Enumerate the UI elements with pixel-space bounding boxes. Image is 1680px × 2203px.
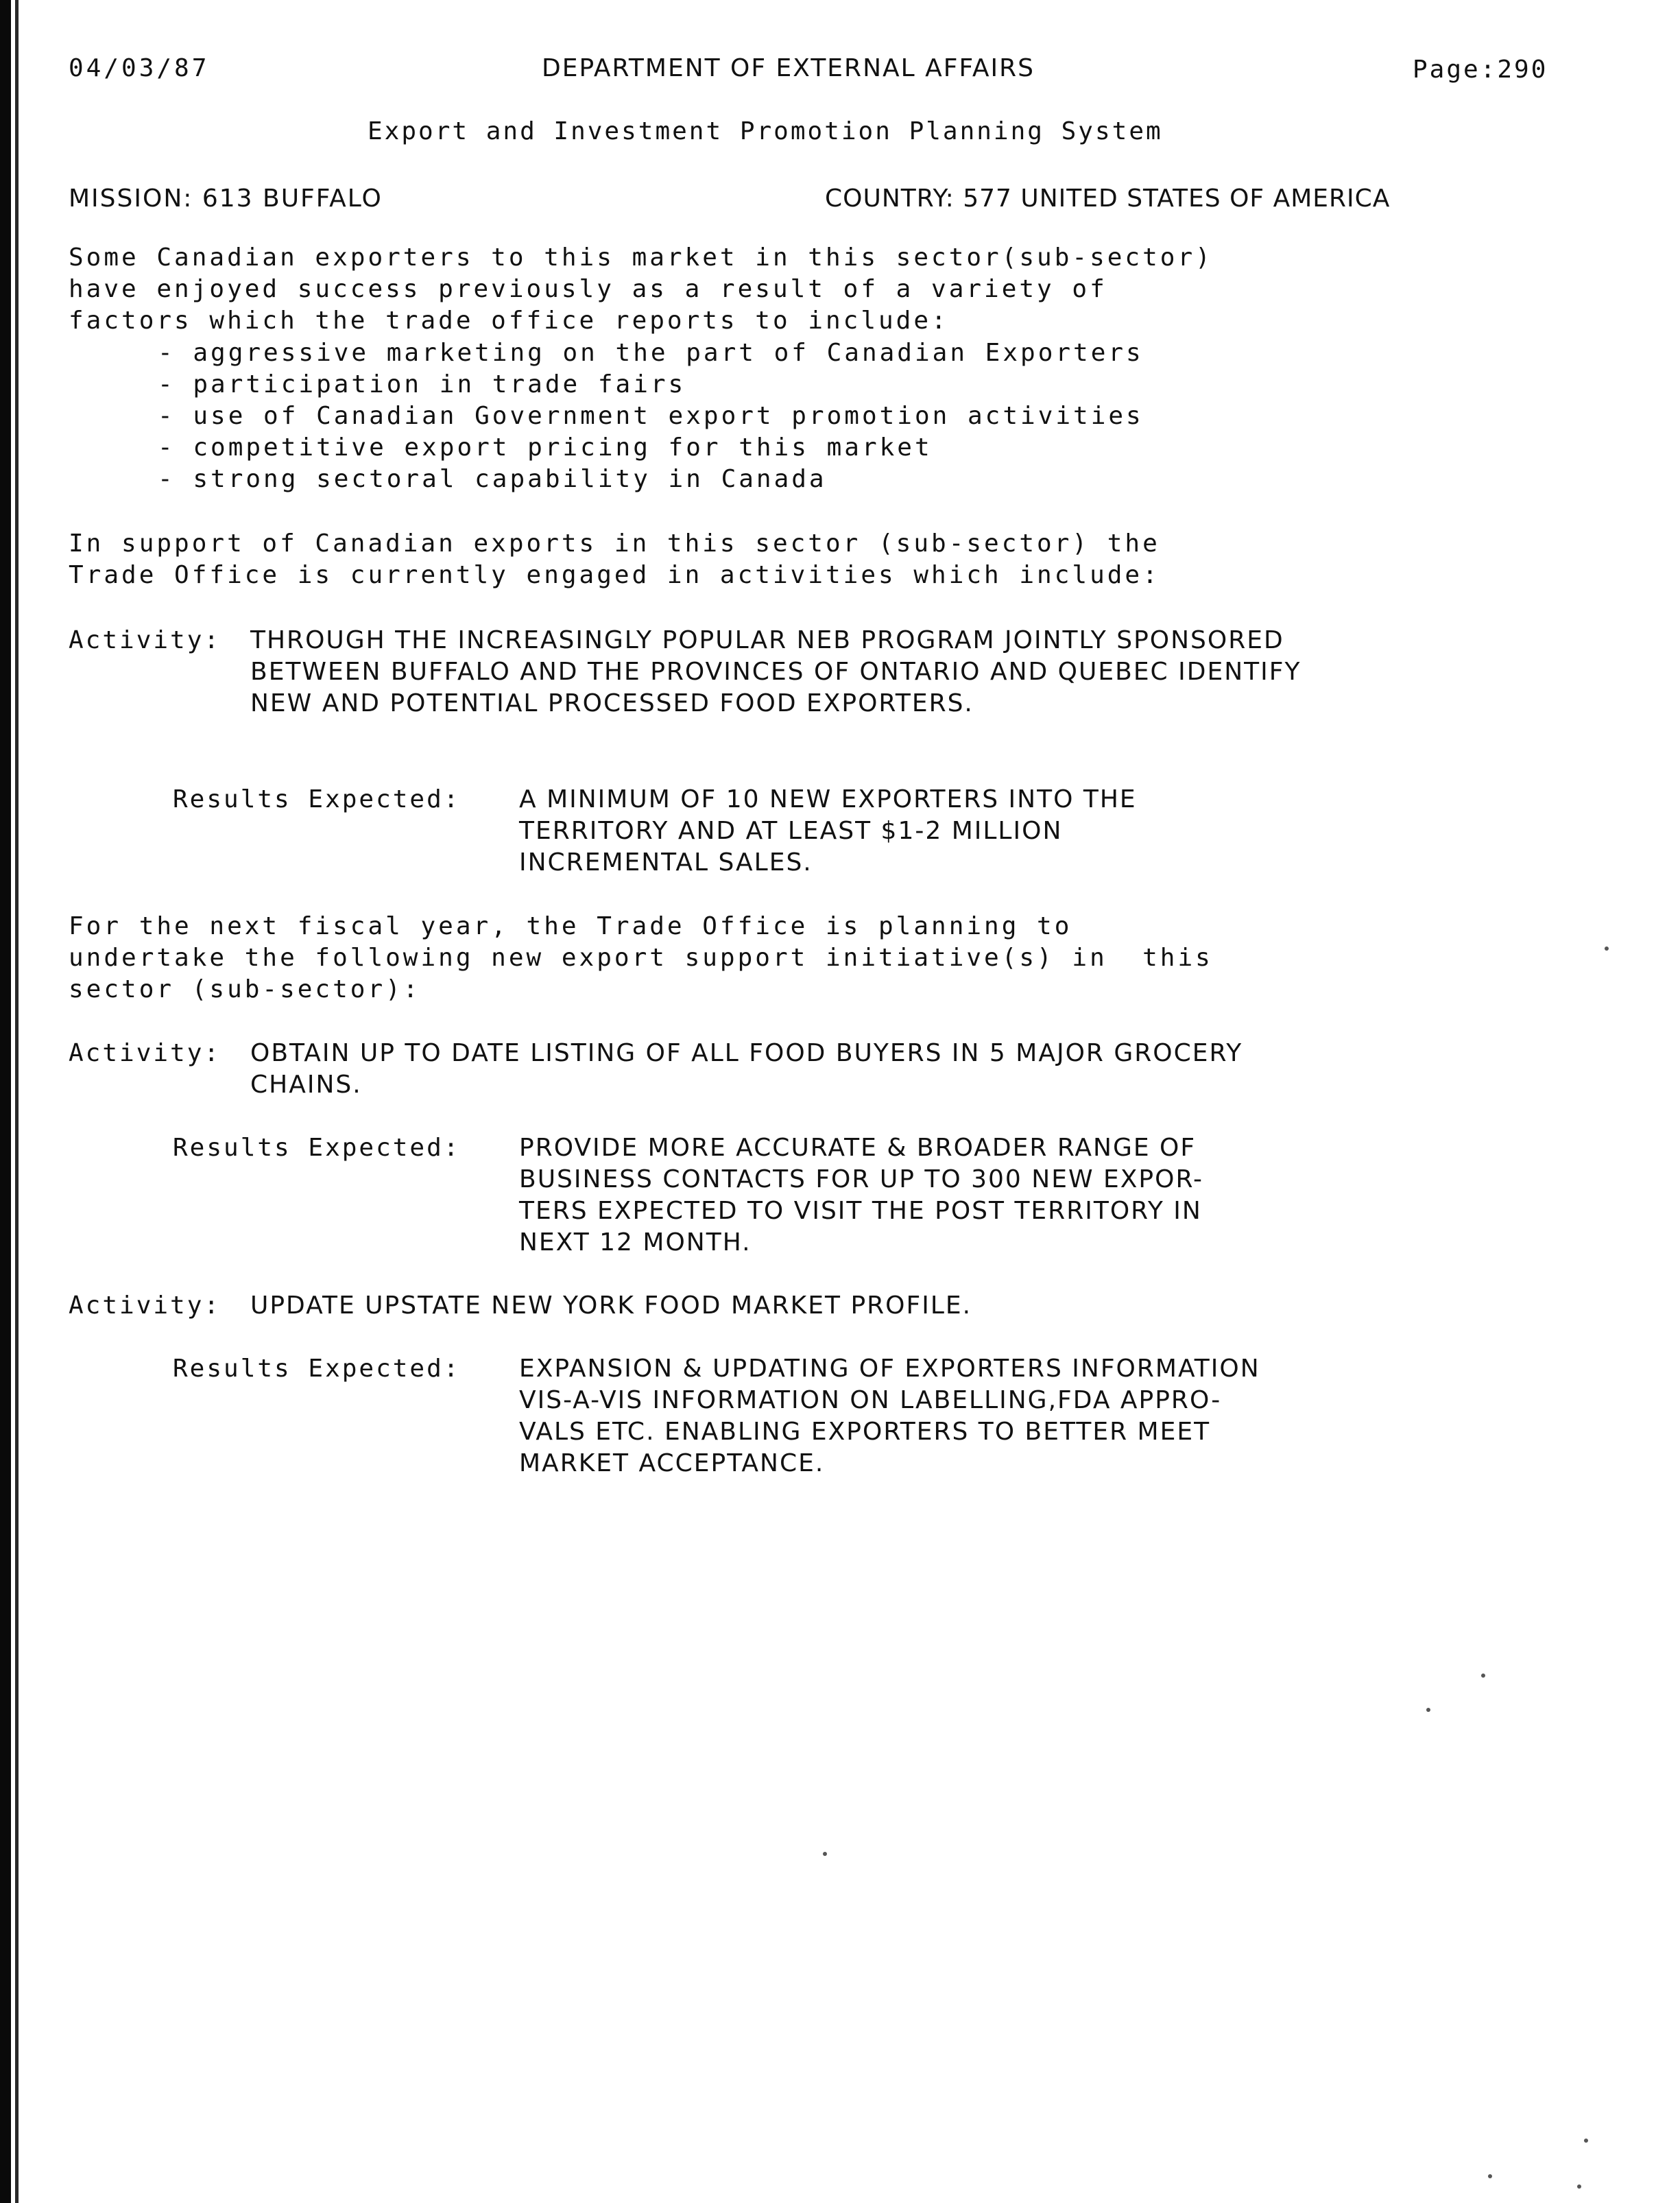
- results-text-line: EXPANSION & UPDATING OF EXPORTERS INFORMATION: [519, 1355, 1260, 1383]
- factor-item: - strong sectoral capability in Canada: [158, 465, 827, 493]
- results-text-line: INCREMENTAL SALES.: [519, 848, 813, 877]
- scan-speck: [1584, 2139, 1588, 2143]
- factor-item: - competitive export pricing for this market: [158, 433, 933, 462]
- department-title: DEPARTMENT OF EXTERNAL AFFAIRS: [542, 54, 1035, 82]
- factor-item: - use of Canadian Government export promotion activities: [158, 402, 1144, 430]
- report-date: 04/03/87: [69, 54, 210, 82]
- factor-item: - participation in trade fairs: [158, 370, 686, 398]
- scan-speck: [1481, 1674, 1485, 1678]
- activity-text-line: OBTAIN UP TO DATE LISTING OF ALL FOOD BUYERS IN 5 MAJOR GROCERY: [250, 1039, 1243, 1067]
- scan-edge-line: [15, 0, 19, 2203]
- intro-line: In support of Canadian exports in this sector (sub-sector) the: [69, 529, 1160, 558]
- results-label: Results Expected:: [173, 785, 461, 813]
- results-text-line: TERRITORY AND AT LEAST $1-2 MILLION: [519, 817, 1063, 845]
- country-label: COUNTRY: 577 UNITED STATES OF AMERICA: [825, 184, 1391, 213]
- results-label: Results Expected:: [173, 1355, 461, 1383]
- results-text-line: VALS ETC. ENABLING EXPORTERS TO BETTER MEET: [519, 1418, 1211, 1446]
- activity-text-line: NEW AND POTENTIAL PROCESSED FOOD EXPORTERS.: [250, 689, 974, 717]
- mission-label: MISSION: 613 BUFFALO: [69, 184, 383, 213]
- activity-label: Activity:: [69, 1291, 221, 1320]
- scan-speck: [1488, 2174, 1492, 2178]
- scan-speck: [1605, 946, 1609, 951]
- scan-speck: [823, 1852, 827, 1856]
- activity-label: Activity:: [69, 1039, 221, 1067]
- intro-line: Some Canadian exporters to this market in this sector(sub-sector): [69, 243, 1213, 272]
- activity-text-line: BETWEEN BUFFALO AND THE PROVINCES OF ONTARIO AND QUEBEC IDENTIFY: [250, 658, 1301, 686]
- results-text-line: BUSINESS CONTACTS FOR UP TO 300 NEW EXPOR-: [519, 1165, 1203, 1193]
- intro-line: have enjoyed success previously as a result of a variety of: [69, 275, 1107, 303]
- results-text-line: MARKET ACCEPTANCE.: [519, 1449, 825, 1477]
- intro-line: undertake the following new export support initiative(s) in this: [69, 944, 1213, 972]
- scan-speck: [1426, 1708, 1430, 1712]
- intro-line: Trade Office is currently engaged in activities which include:: [69, 561, 1160, 589]
- results-text-line: NEXT 12 MONTH.: [519, 1228, 752, 1257]
- activity-text-line: THROUGH THE INCREASINGLY POPULAR NEB PROGRAM JOINTLY SPONSORED: [250, 626, 1284, 654]
- page-number: Page:290: [1413, 56, 1548, 84]
- intro-line: factors which the trade office reports to include:: [69, 307, 949, 335]
- intro-line: sector (sub-sector):: [69, 975, 421, 1003]
- results-text-line: TERS EXPECTED TO VISIT THE POST TERRITORY IN: [519, 1197, 1202, 1225]
- results-text-line: PROVIDE MORE ACCURATE & BROADER RANGE OF: [519, 1134, 1197, 1162]
- activity-text-line: UPDATE UPSTATE NEW YORK FOOD MARKET PROFILE.: [250, 1291, 972, 1320]
- scan-edge-bar: [0, 0, 11, 2203]
- results-text-line: VIS-A-VIS INFORMATION ON LABELLING,FDA APPRO-: [519, 1386, 1222, 1414]
- scan-speck: [1577, 2184, 1581, 2189]
- activity-label: Activity:: [69, 626, 221, 654]
- system-title: Export and Investment Promotion Planning System: [368, 117, 1163, 145]
- results-text-line: A MINIMUM OF 10 NEW EXPORTERS INTO THE: [519, 785, 1137, 813]
- factor-item: - aggressive marketing on the part of Canadian Exporters: [158, 339, 1144, 367]
- intro-line: For the next fiscal year, the Trade Office is planning to: [69, 912, 1072, 940]
- results-label: Results Expected:: [173, 1134, 461, 1162]
- activity-text-line: CHAINS.: [250, 1071, 362, 1099]
